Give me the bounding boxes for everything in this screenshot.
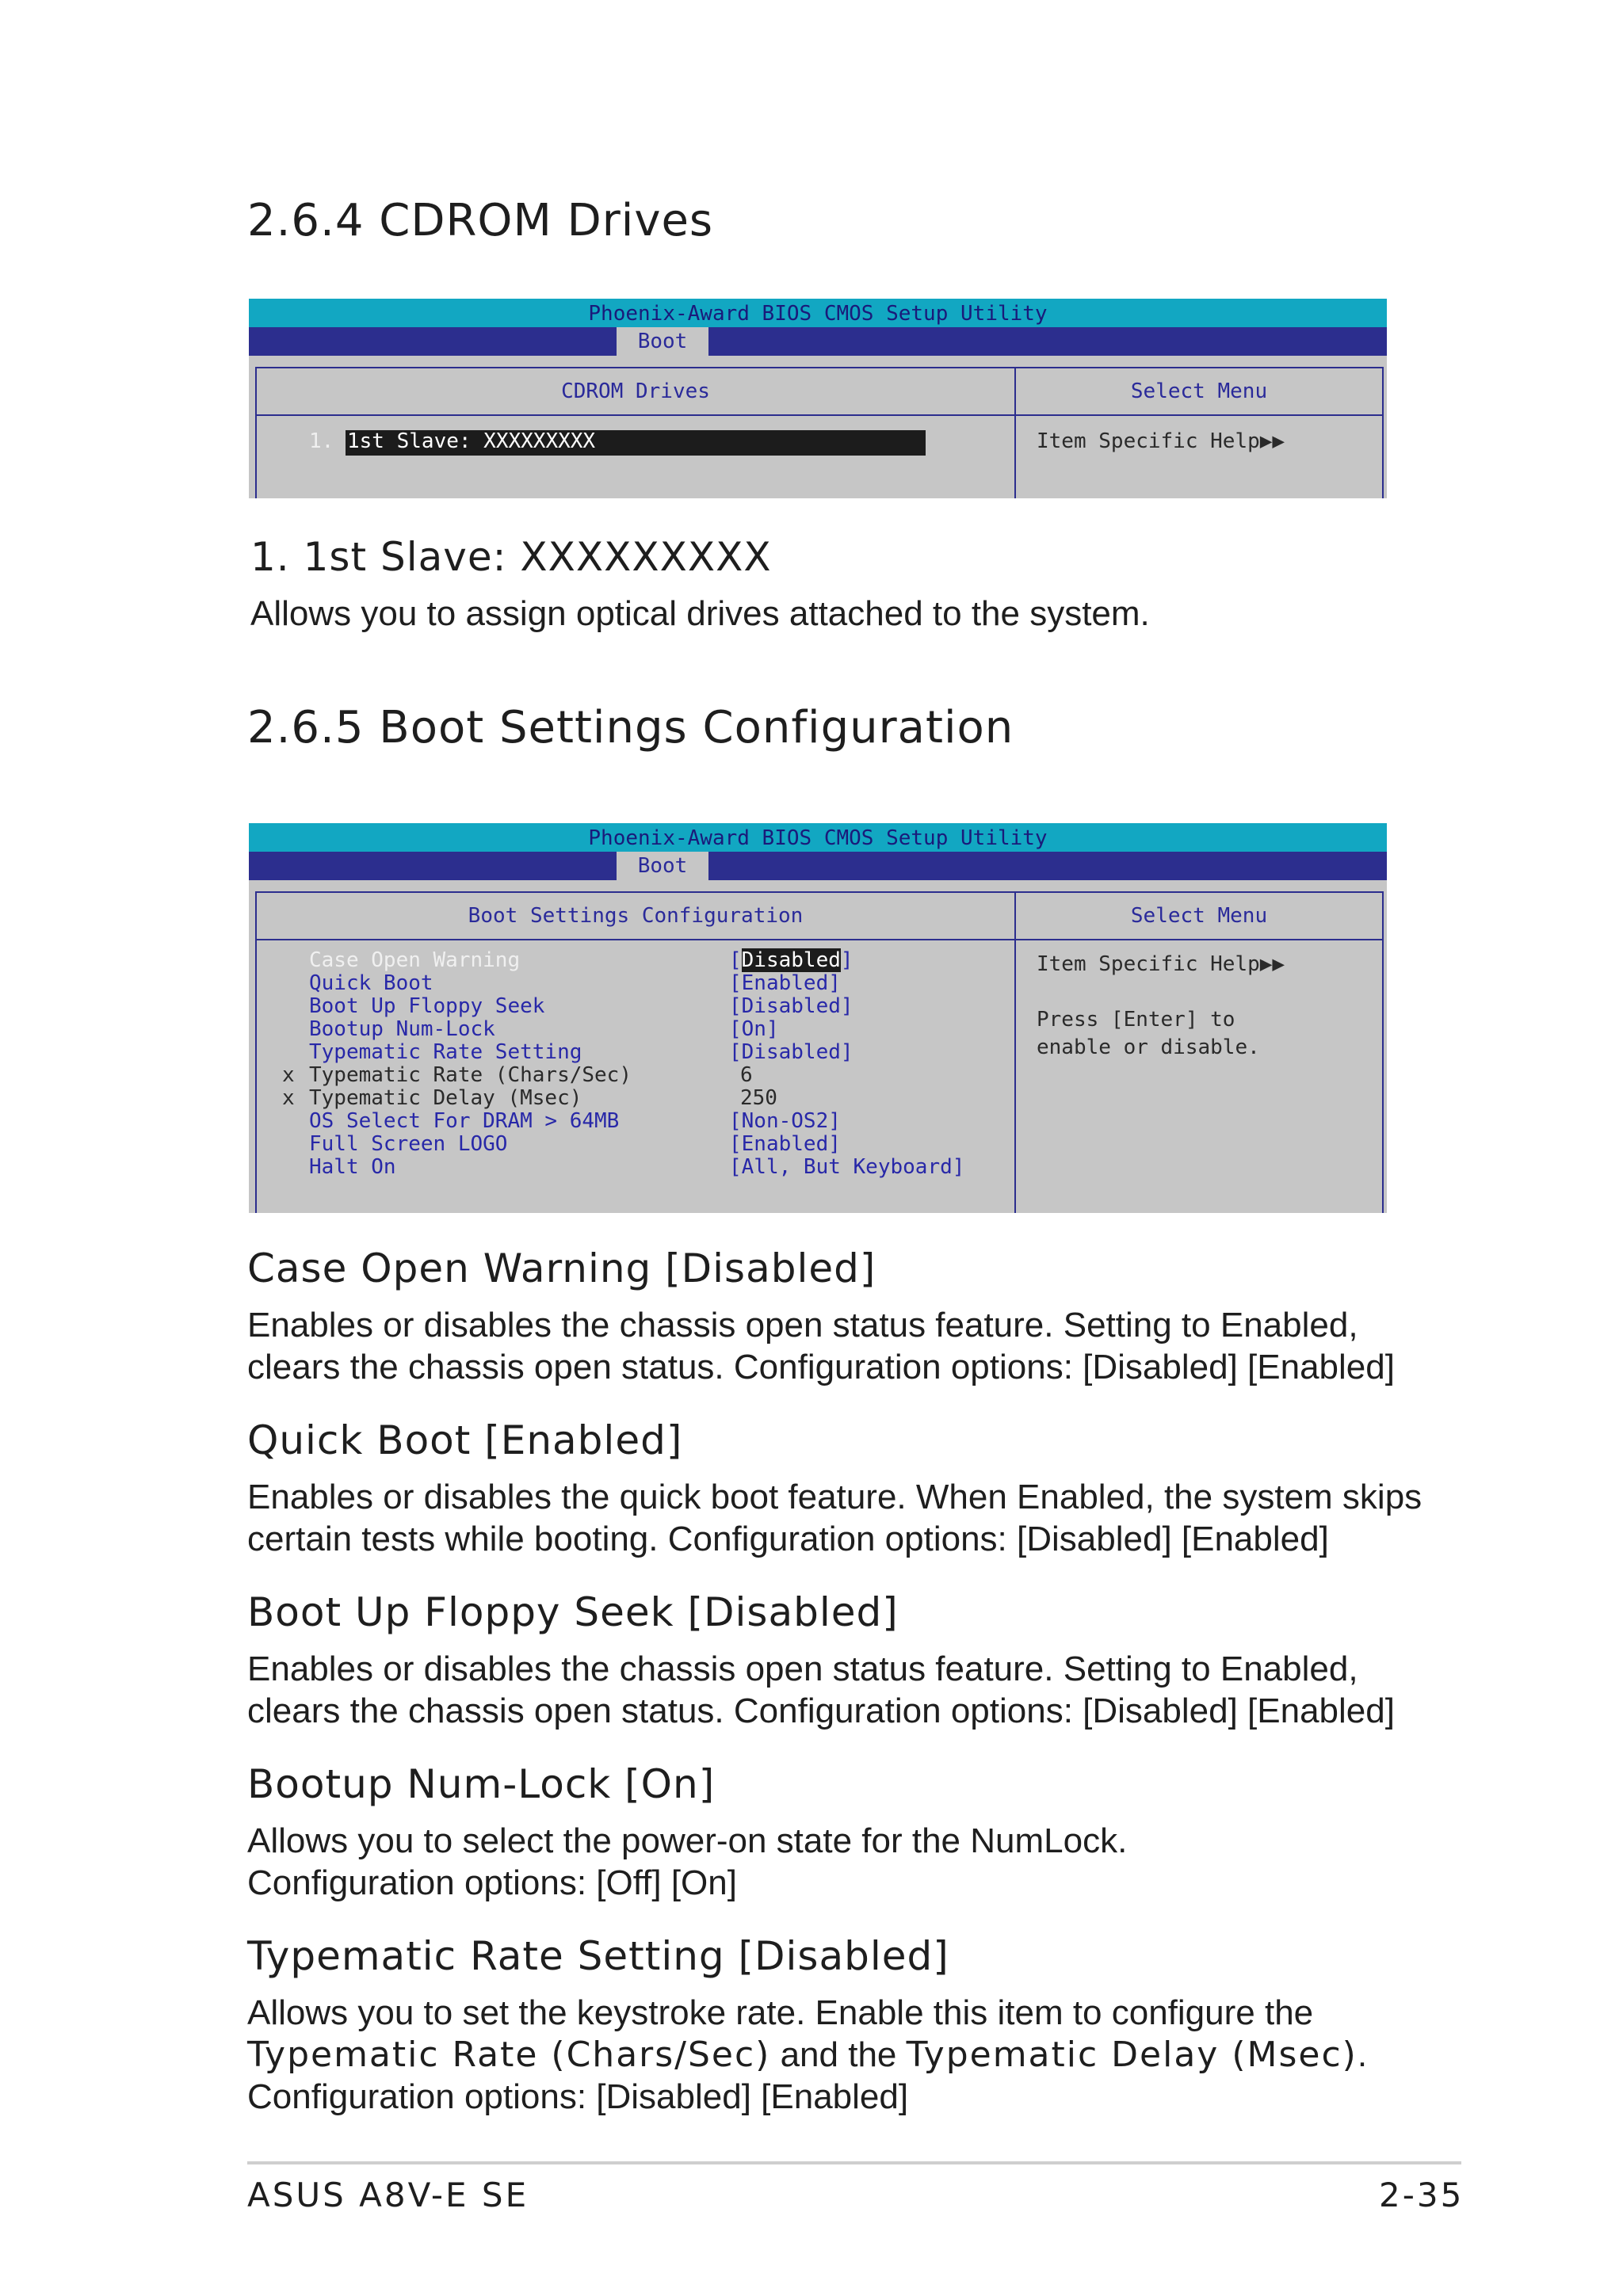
setting-quick-boot-value[interactable]: [Enabled]	[729, 971, 841, 995]
bios-title-bar: Phoenix-Award BIOS CMOS Setup Utility	[249, 823, 1387, 852]
option-heading-case-open-warning: Case Open Warning [Disabled]	[247, 1245, 876, 1291]
footer-divider	[247, 2161, 1461, 2164]
option-heading-floppy-seek: Boot Up Floppy Seek [Disabled]	[247, 1589, 899, 1635]
setting-floppy-seek-label[interactable]: Boot Up Floppy Seek	[309, 994, 545, 1018]
setting-typematic-delay-label: Typematic Delay (Msec)	[309, 1086, 582, 1110]
setting-case-open-warning-value[interactable]: [Disabled]	[729, 948, 854, 972]
setting-case-open-warning-label[interactable]: Case Open Warning	[309, 948, 521, 972]
setting-floppy-seek-value[interactable]: [Disabled]	[729, 994, 854, 1018]
option-text-case-open-warning: Enables or disables the chassis open status feature. Setting to Enabled, clears the chassis open status. Configuration options: [Disabled] [Enabled]	[247, 1306, 1395, 1386]
disabled-marker: x	[282, 1086, 295, 1110]
bios-screen-cdrom	[249, 299, 1387, 498]
bios-screen-boot-settings	[249, 823, 1387, 1213]
setting-full-screen-logo-label[interactable]: Full Screen LOGO	[309, 1132, 508, 1156]
setting-quick-boot-label[interactable]: Quick Boot	[309, 971, 433, 995]
bios-menu-bar	[249, 852, 1387, 880]
selected-value[interactable]: Disabled	[741, 948, 841, 972]
setting-os-select-value[interactable]: [Non-OS2]	[729, 1109, 841, 1133]
tab-boot[interactable]: Boot	[617, 852, 708, 880]
setting-num-lock-label[interactable]: Bootup Num-Lock	[309, 1017, 495, 1041]
item-number: 1.	[309, 429, 334, 453]
help-title: Select Menu	[1016, 893, 1382, 940]
setting-typematic-rate-setting-label[interactable]: Typematic Rate Setting	[309, 1040, 582, 1064]
help-text-line1: Press [Enter] to	[1037, 1008, 1235, 1032]
setting-typematic-rate-label: Typematic Rate (Chars/Sec)	[309, 1063, 632, 1087]
option-text-typematic-rate-setting: Allows you to set the keystroke rate. Enable this item to configure the Typematic Rate (Chars/Sec) and the Typematic Delay (Msec). Configuration options: [Disabled] [Enabled]	[247, 1993, 1368, 2116]
option-text-quick-boot: Enables or disables the quick boot feature. When Enabled, the system skips certain tests while booting. Configuration options: [Disabled] [Enabled]	[247, 1478, 1423, 1558]
option-heading-num-lock: Bootup Num-Lock [On]	[247, 1761, 716, 1807]
help-title: Select Menu	[1016, 368, 1382, 416]
bios-main-panel	[255, 367, 1016, 498]
bios-menu-bar	[249, 327, 1387, 356]
setting-typematic-delay-value: 250	[740, 1086, 777, 1110]
footer-product-name: ASUS A8V-E SE	[247, 2176, 529, 2214]
bios-main-panel	[255, 891, 1016, 1213]
help-text-line2: enable or disable.	[1037, 1035, 1260, 1059]
bios-help-panel	[1014, 891, 1384, 1213]
tab-boot[interactable]: Boot	[617, 327, 708, 356]
panel-title: Boot Settings Configuration	[257, 893, 1014, 940]
section-heading-cdrom: 2.6.4 CDROM Drives	[247, 195, 714, 246]
setting-typematic-rate-value: 6	[740, 1063, 753, 1087]
setting-halt-on-label[interactable]: Halt On	[309, 1155, 396, 1179]
footer-page-number: 2-35	[1379, 2176, 1465, 2214]
item-description-1st-slave: Allows you to assign optical drives attached to the system.	[250, 594, 1150, 633]
setting-full-screen-logo-value[interactable]: [Enabled]	[729, 1132, 841, 1156]
help-text: Item Specific Help▶▶	[1037, 429, 1285, 453]
setting-halt-on-value[interactable]: [All, But Keyboard]	[729, 1155, 965, 1179]
panel-title: CDROM Drives	[257, 368, 1014, 416]
section-heading-boot-settings: 2.6.5 Boot Settings Configuration	[247, 702, 1014, 753]
option-text-num-lock: Allows you to select the power-on state for the NumLock. Configuration options: [Off] [On]	[247, 1821, 1128, 1902]
help-text: Item Specific Help▶▶	[1037, 952, 1285, 976]
cdrom-item-1st-slave[interactable]: 1st Slave: XXXXXXXXX	[346, 430, 926, 456]
option-heading-typematic-rate-setting: Typematic Rate Setting [Disabled]	[247, 1933, 949, 1979]
setting-num-lock-value[interactable]: [On]	[729, 1017, 779, 1041]
bios-title-bar: Phoenix-Award BIOS CMOS Setup Utility	[249, 299, 1387, 327]
setting-os-select-label[interactable]: OS Select For DRAM > 64MB	[309, 1109, 620, 1133]
item-heading-1st-slave: 1. 1st Slave: XXXXXXXXX	[250, 534, 772, 580]
disabled-marker: x	[282, 1063, 295, 1087]
setting-typematic-rate-setting-value[interactable]: [Disabled]	[729, 1040, 854, 1064]
option-text-floppy-seek: Enables or disables the chassis open status feature. Setting to Enabled, clears the chassis open status. Configuration options: [Disabled] [Enabled]	[247, 1650, 1395, 1730]
bios-help-panel	[1014, 367, 1384, 498]
option-heading-quick-boot: Quick Boot [Enabled]	[247, 1417, 683, 1463]
